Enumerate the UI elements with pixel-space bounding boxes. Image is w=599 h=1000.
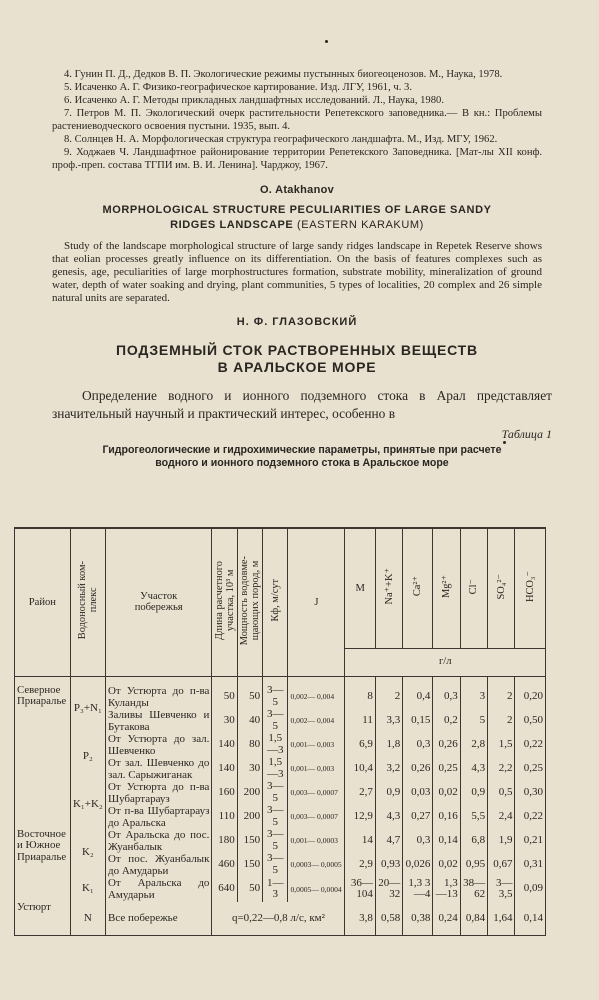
cell-ca: 0,38 xyxy=(403,902,433,936)
header-ca-label: Ca²⁺ xyxy=(412,576,424,597)
cell-so4: 0,67 xyxy=(488,853,515,877)
cell-kf: 1,5 —3 xyxy=(263,733,288,757)
header-hco3 xyxy=(515,528,546,648)
cell-m: 8 xyxy=(345,676,375,709)
english-title-line-2-wrap xyxy=(52,218,542,233)
cell-ca: 0,026 xyxy=(403,853,433,877)
cell-j: 0,0005— 0,0004 xyxy=(288,877,345,902)
cell-aquifer: K₁+K₂ xyxy=(70,781,105,829)
cell-aquifer: P₃+N₁ xyxy=(70,676,105,733)
cell-thickness: 150 xyxy=(237,853,262,877)
cell-thickness: 40 xyxy=(237,709,262,733)
cell-mg: 0,14 xyxy=(433,829,460,853)
header-mg xyxy=(433,528,460,648)
russian-body-paragraph: Определение водного и ионного подземного стока в Арал представляет значительный научный и практический интерес, особенно в xyxy=(52,388,552,421)
cell-aquifer: N xyxy=(70,902,105,936)
print-speck xyxy=(503,441,506,444)
table-row xyxy=(15,829,546,853)
cell-so4: 1,9 xyxy=(488,829,515,853)
table-number: Таблица 1 xyxy=(501,427,552,441)
cell-cl: 0,95 xyxy=(460,853,487,877)
header-ca xyxy=(403,528,433,648)
cell-so4: 2,2 xyxy=(488,757,515,781)
cell-kf: 3—5 xyxy=(263,676,288,709)
russian-author: Н. Ф. ГЛАЗОВСКИЙ xyxy=(236,316,358,328)
cell-thickness: 30 xyxy=(237,757,262,781)
header-length xyxy=(212,528,237,676)
header-region-label: Район xyxy=(28,596,56,608)
cell-section: От Устюрта до п-ва Куланды xyxy=(105,676,211,709)
reference-item: 9. Ходжаев Ч. Ландшафтное районирование территории Репетекского Заповедника. [Мат-лы XII конф. проф.-преп. состава ТГПИ им. В. И. Ленина]. Чарджоу, 1967. xyxy=(52,147,542,171)
table-body xyxy=(15,676,546,936)
cell-cl: 2,8 xyxy=(460,733,487,757)
cell-section: От п-ва Шубартарауз до Аральска xyxy=(105,805,211,829)
header-unit xyxy=(345,648,546,676)
cell-section: От Устюрта до п-ва Шубартарауз xyxy=(105,781,211,805)
russian-title-line-2: В АРАЛЬСКОЕ МОРЕ xyxy=(217,359,377,375)
header-j xyxy=(288,528,345,676)
english-title-line-1: MORPHOLOGICAL STRUCTURE PECULIARITIES OF LARGE SANDY xyxy=(102,204,492,216)
english-title-subtitle: (EASTERN KARAKUM) xyxy=(297,219,424,231)
cell-hco3: 0,09 xyxy=(515,877,546,902)
header-j-label: J xyxy=(314,596,319,608)
cell-region: Восточное и Южное Приаралье xyxy=(15,829,71,902)
cell-cl: 0,9 xyxy=(460,781,487,805)
cell-thickness: 50 xyxy=(237,877,262,902)
cell-na: 0,9 xyxy=(375,781,402,805)
header-cl-label: Cl⁻ xyxy=(468,578,480,595)
cell-j: 0,002— 0,004 xyxy=(288,676,345,709)
header-so4 xyxy=(488,528,515,648)
table-row xyxy=(15,877,546,902)
cell-m: 11 xyxy=(345,709,375,733)
cell-kf: 3—5 xyxy=(263,709,288,733)
cell-na: 4,7 xyxy=(375,829,402,853)
header-aquifer xyxy=(70,528,105,676)
cell-so4: 2 xyxy=(488,676,515,709)
header-so4-label: SO₄²⁻ xyxy=(495,573,507,600)
cell-section: От зал. Шевченко до зал. Сарыжиганак xyxy=(105,757,211,781)
cell-m: 2,7 xyxy=(345,781,375,805)
cell-mg: 0,24 xyxy=(433,902,460,936)
cell-m: 3,8 xyxy=(345,902,375,936)
cell-so4: 3— 3,5 xyxy=(488,877,515,902)
header-thickness xyxy=(237,528,262,676)
reference-item: 5. Исаченко А. Г. Физико-географическое картирование. Изд. ЛГУ, 1961, ч. 3. xyxy=(64,82,412,93)
english-abstract: Study of the landscape morphological structure of large sandy ridges landscape in Repetek Reserve shows that eolian processes greatly influence on its differentiation. On the basis of features complexes such as genesis, age, peculiarities of large morphostructures formation, substrate mobility, mineralization of ground water, depth of water soaking and drying, plant communities, 5 types of localities, 20 complex and 26 simple natural units are separated. xyxy=(52,240,542,304)
table-caption-line-2: водного и ионного подземного стока в Аральское море xyxy=(155,456,449,469)
cell-hco3: 0,14 xyxy=(515,902,546,936)
russian-title xyxy=(52,342,542,376)
header-section xyxy=(105,528,211,676)
cell-so4: 2 xyxy=(488,709,515,733)
cell-hco3: 0,30 xyxy=(515,781,546,805)
cell-j: 0,001— 0,003 xyxy=(288,733,345,757)
cell-na: 0,58 xyxy=(375,902,402,936)
cell-m: 36— 104 xyxy=(345,877,375,902)
cell-kf: 1,5 —3 xyxy=(263,757,288,781)
cell-m: 2,9 xyxy=(345,853,375,877)
header-m-label: M xyxy=(355,582,365,594)
cell-kf: 3—5 xyxy=(263,781,288,805)
cell-na: 2 xyxy=(375,676,402,709)
cell-ca: 1,3 3—4 xyxy=(403,877,433,902)
reference-list xyxy=(52,68,542,172)
cell-mg: 0,16 xyxy=(433,805,460,829)
cell-mg: 0,25 xyxy=(433,757,460,781)
cell-hco3: 0,21 xyxy=(515,829,546,853)
cell-section: От Устюрта до зал. Шевченко xyxy=(105,733,211,757)
cell-m: 12,9 xyxy=(345,805,375,829)
cell-length: 140 xyxy=(212,733,237,757)
table-row xyxy=(15,781,546,805)
cell-region: Устюрт xyxy=(15,902,71,936)
table-row xyxy=(15,676,546,709)
cell-j: 0,0003— 0,0005 xyxy=(288,853,345,877)
cell-cl: 38— 62 xyxy=(460,877,487,902)
cell-m: 6,9 xyxy=(345,733,375,757)
cell-section: От Аральска до пос. Жуанбалык xyxy=(105,829,211,853)
header-section-line-2: побережья xyxy=(134,602,183,614)
header-thickness-line-2: щающих пород, м xyxy=(249,560,261,641)
cell-mg: 0,02 xyxy=(433,781,460,805)
cell-kf: 1—3 xyxy=(263,877,288,902)
cell-thickness: 200 xyxy=(237,805,262,829)
header-length-line-1: Длина расчетного xyxy=(213,560,225,641)
cell-section: Заливы Шевченко и Бутакова xyxy=(105,709,211,733)
cell-region: Северное Приаралье xyxy=(15,676,71,829)
header-thickness-label xyxy=(239,556,261,645)
header-hco3-label: HCO₃⁻ xyxy=(524,570,536,603)
header-na-label: Na⁺+K⁺ xyxy=(383,568,395,605)
cell-cl: 5 xyxy=(460,709,487,733)
header-aquifer-line-1: Водоносный ком- xyxy=(76,561,88,640)
header-m xyxy=(345,528,375,648)
cell-thickness: 150 xyxy=(237,829,262,853)
cell-m: 10,4 xyxy=(345,757,375,781)
cell-ca: 0,27 xyxy=(403,805,433,829)
cell-ca: 0,15 xyxy=(403,709,433,733)
cell-hco3: 0,20 xyxy=(515,676,546,709)
cell-length: 160 xyxy=(212,781,237,805)
reference-item: 7. Петров М. П. Экологический очерк растительности Репетекского заповедника.— В кн.: Проблемы растениеводческого освоения пустыни. 1935, вып. 4. xyxy=(52,108,542,132)
cell-so4: 1,64 xyxy=(488,902,515,936)
cell-mg: 0,2 xyxy=(433,709,460,733)
cell-hco3: 0,22 xyxy=(515,733,546,757)
cell-j: 0,002— 0,004 xyxy=(288,709,345,733)
cell-cl: 5,5 xyxy=(460,805,487,829)
cell-na: 1,8 xyxy=(375,733,402,757)
cell-na: 4,3 xyxy=(375,805,402,829)
cell-na: 3,3 xyxy=(375,709,402,733)
header-region xyxy=(15,528,71,676)
cell-hco3: 0,31 xyxy=(515,853,546,877)
cell-length: 50 xyxy=(212,676,237,709)
reference-item: 6. Исаченко А. Г. Методы прикладных ландшафтных исследований. Л., Наука, 1980. xyxy=(64,95,444,106)
cell-so4: 1,5 xyxy=(488,733,515,757)
cell-so4: 2,4 xyxy=(488,805,515,829)
cell-length: 640 xyxy=(212,877,237,902)
header-mg-label: Mg²⁺ xyxy=(441,574,453,599)
table-caption-line-1: Гидрогеологические и гидрохимические параметры, принятые при расчете xyxy=(102,444,502,456)
cell-m: 14 xyxy=(345,829,375,853)
cell-kf: 3—5 xyxy=(263,829,288,853)
cell-j: 0,003— 0,0007 xyxy=(288,805,345,829)
header-kf-label: Кф, м/сут xyxy=(269,579,281,622)
cell-ca: 0,3 xyxy=(403,733,433,757)
cell-j: 0,001— 0,003 xyxy=(288,757,345,781)
cell-thickness: 50 xyxy=(237,676,262,709)
english-title xyxy=(52,203,542,233)
cell-ca: 0,3 xyxy=(403,829,433,853)
cell-kf: 3—5 xyxy=(263,853,288,877)
cell-ca: 0,4 xyxy=(403,676,433,709)
cell-ca: 0,03 xyxy=(403,781,433,805)
cell-hco3: 0,22 xyxy=(515,805,546,829)
cell-na: 3,2 xyxy=(375,757,402,781)
header-unit-label: г/л xyxy=(438,656,452,668)
cell-length: 460 xyxy=(212,853,237,877)
cell-aquifer: P₂ xyxy=(70,733,105,781)
cell-mg: 0,02 xyxy=(433,853,460,877)
cell-section: От пос. Жуанбалык до Амударьи xyxy=(105,853,211,877)
header-na xyxy=(375,528,402,648)
print-speck xyxy=(325,40,328,43)
cell-length: 140 xyxy=(212,757,237,781)
cell-length: 180 xyxy=(212,829,237,853)
reference-item: 8. Солнцев Н. А. Морфологическая структура географического ландшафта. М., Изд. МГУ, 1962. xyxy=(64,134,498,145)
table-caption xyxy=(52,444,552,469)
header-thickness-line-1: Мощность водовме- xyxy=(238,555,250,646)
cell-thickness: 80 xyxy=(237,733,262,757)
russian-title-line-1: ПОДЗЕМНЫЙ СТОК РАСТВОРЕННЫХ ВЕЩЕСТВ xyxy=(116,342,478,358)
cell-mg: 1,3 —13 xyxy=(433,877,460,902)
cell-aquifer: K₂ xyxy=(70,829,105,877)
cell-mg: 0,3 xyxy=(433,676,460,709)
cell-na: 0,93 xyxy=(375,853,402,877)
hydro-parameters-table xyxy=(14,527,546,936)
cell-kf: 3—5 xyxy=(263,805,288,829)
english-title-line-2: RIDGES LANDSCAPE xyxy=(170,219,294,231)
header-length-label xyxy=(214,561,236,640)
cell-section: От Аральска до Амударьи xyxy=(105,877,211,902)
header-aquifer-line-2: плекс xyxy=(87,588,99,613)
cell-hco3: 0,25 xyxy=(515,757,546,781)
table-row xyxy=(15,733,546,757)
cell-cl: 6,8 xyxy=(460,829,487,853)
cell-cl: 0,84 xyxy=(460,902,487,936)
cell-j: 0,001— 0,0003 xyxy=(288,829,345,853)
cell-cl: 3 xyxy=(460,676,487,709)
cell-so4: 0,5 xyxy=(488,781,515,805)
table-header-row xyxy=(15,528,546,648)
cell-hco3: 0,50 xyxy=(515,709,546,733)
table-row xyxy=(15,902,546,936)
cell-runoff: q=0,22—0,8 л/с, км² xyxy=(212,902,345,936)
english-author: O. Atakhanov xyxy=(259,184,335,196)
cell-length: 110 xyxy=(212,805,237,829)
cell-length: 30 xyxy=(212,709,237,733)
cell-na: 20— 32 xyxy=(375,877,402,902)
cell-cl: 4,3 xyxy=(460,757,487,781)
cell-j: 0,003— 0,0007 xyxy=(288,781,345,805)
reference-item: 4. Гунин П. Д., Дедков В. П. Экологические режимы пустынных биогеоценозов. М., Наука, 1978. xyxy=(64,69,503,80)
header-section-line-1: Участок xyxy=(140,590,178,602)
cell-ca: 0,26 xyxy=(403,757,433,781)
header-aquifer-label xyxy=(77,561,99,639)
cell-thickness: 200 xyxy=(237,781,262,805)
cell-aquifer: K₁ xyxy=(70,877,105,902)
header-length-line-2: участка, 10³ м xyxy=(224,569,236,632)
cell-section: Все побережье xyxy=(105,902,211,936)
header-kf xyxy=(263,528,288,676)
header-cl xyxy=(460,528,487,648)
cell-mg: 0,26 xyxy=(433,733,460,757)
